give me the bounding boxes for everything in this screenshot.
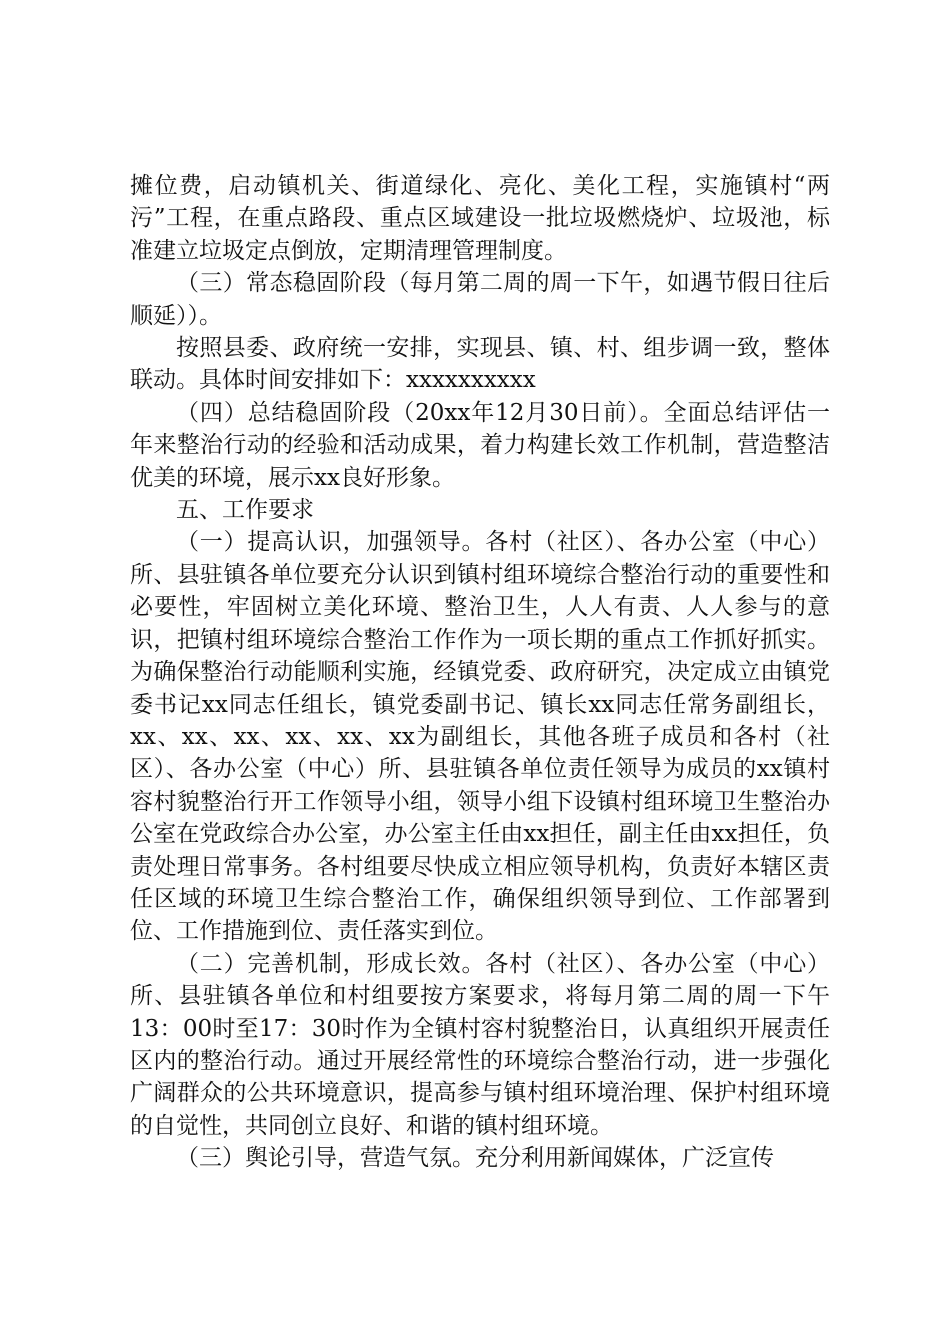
document-body	[130, 170, 830, 1175]
paragraph-6: （一）提高认识，加强领导。各村（社区）、各办公室（中心）所、县驻镇各单位要充分认识到镇村组环境综合整治行动的重要性和必要性，牢固树立美化环境、整治卫生，人人有责、人人参与的意识，把镇村组环境综合整治工作作为一项长期的重点工作抓好抓实。为确保整治行动能顺利实施，经镇党委、政府研究，决定成立由镇党委书记xx同志任组长，镇党委副书记、镇长xx同志任常务副组长，xx、xx、xx、xx、xx、xx为副组长，其他各班子成员和各村（社区）、各办公室（中心）所、县驻镇各单位责任领导为成员的xx镇村容村貌整治行开工作领导小组，领导小组下设镇村组环境卫生整治办公室在党政综合办公室，办公室主任由xx担任，副主任由xx担任，负责处理日常事务。各村组要尽快成立相应领导机构，负责好本辖区责任区域的环境卫生综合整治工作，确保组织领导到位、工作部署到位、工作措施到位、责任落实到位。	[130, 529, 830, 945]
paragraph-8: （三）舆论引导，营造气氛。充分利用新闻媒体，广泛宣传	[176, 1145, 774, 1172]
paragraph-1: 摊位费，启动镇机关、街道绿化、亮化、美化工程，实施镇村“两污”工程，在重点路段、重点区域建设一批垃圾燃烧炉、垃圾池，标准建立垃圾定点倒放，定期清理管理制度。	[130, 173, 830, 264]
section-heading-work-requirements: 五、工作要求	[176, 497, 314, 524]
paragraph-4: （四）总结稳固阶段（20xx年12月30日前）。全面总结评估一年来整治行动的经验和活动成果，着力构建长效工作机制，营造整洁优美的环境，展示xx良好形象。	[130, 399, 830, 491]
paragraph-2: （三）常态稳固阶段（每月第二周的周一下午，如遇节假日往后顺延））。	[130, 270, 830, 329]
paragraph-7: （二）完善机制，形成长效。各村（社区）、各办公室（中心）所、县驻镇各单位和村组要按方案要求，将每月第二周的周一下午13：00时至17：30时作为全镇村容村貌整治日，认真组织开展责任区内的整治行动。通过开展经常性的环境综合整治行动，进一步强化广阔群众的公共环境意识，提高参与镇村组环境治理、保护村组环境的自觉性，共同创立良好、和谐的镇村组环境。	[130, 950, 830, 1139]
paragraph-3: 按照县委、政府统一安排，实现县、镇、村、组步调一致，整体联动。具体时间安排如下：xxxxxxxxxx	[130, 335, 830, 394]
